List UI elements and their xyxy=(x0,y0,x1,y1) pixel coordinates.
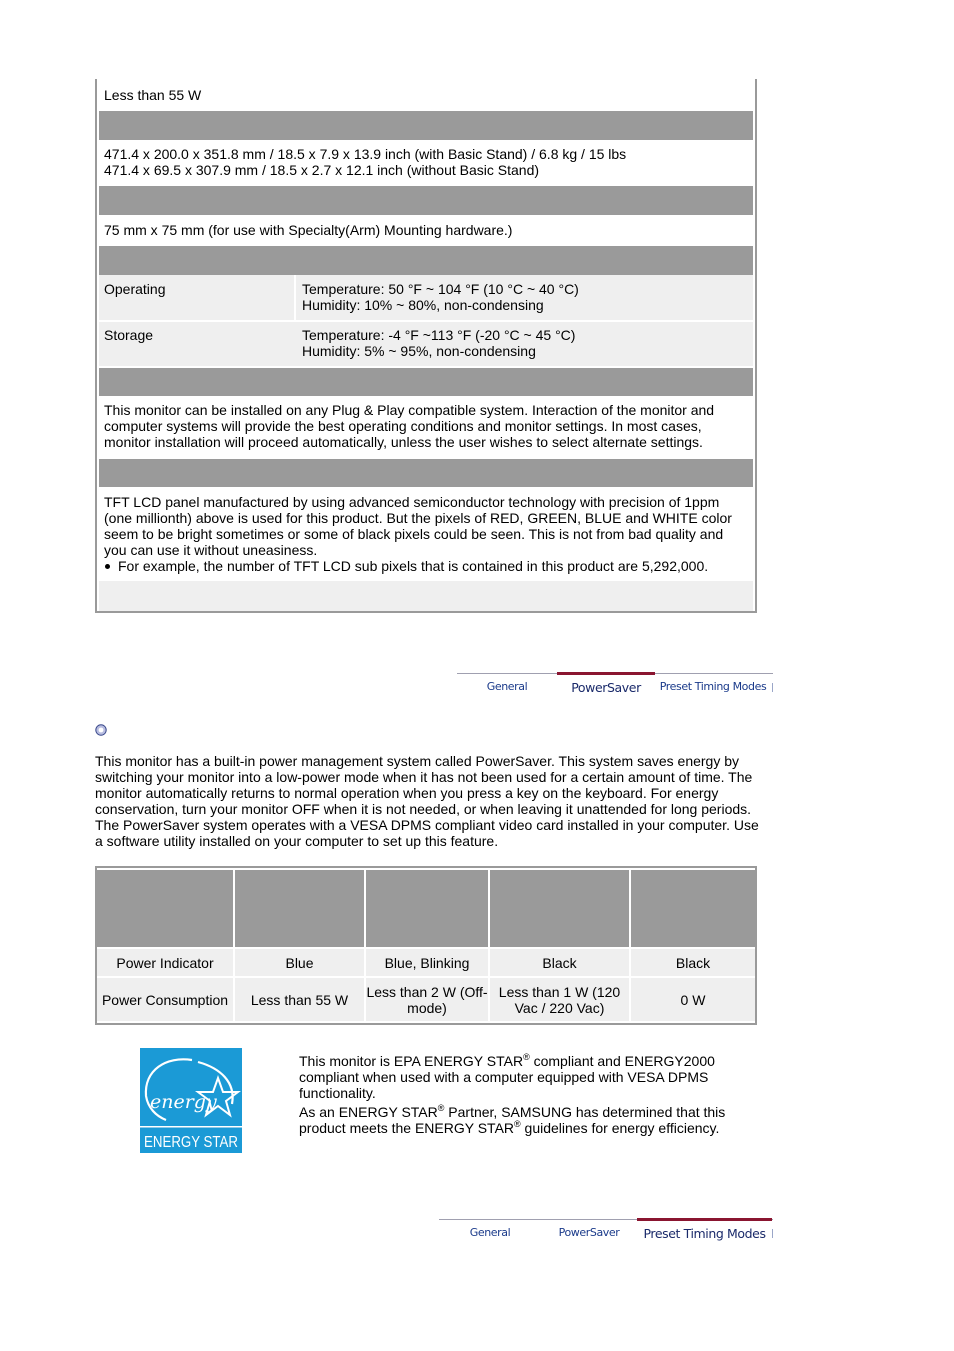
pwr-consumption-value: Less than 2 W (Off-mode) xyxy=(366,978,488,1021)
dot-acceptable-bullet: For example, the number of TFT LCD sub pixels that is contained in this product are 5,292,000. xyxy=(118,558,744,574)
energy-star-logo xyxy=(140,1048,242,1153)
env-operating-label: Operating xyxy=(104,281,166,297)
tab-powersaver[interactable]: PowerSaver xyxy=(558,1226,620,1239)
dimensions-line-without-stand: 471.4 x 69.5 x 307.9 mm / 18.5 x 2.7 x 12.1 inch (without Basic Stand) xyxy=(104,162,540,178)
tab-general[interactable]: General xyxy=(486,680,528,693)
energy-star-paragraph-1: This monitor is EPA ENERGY STAR® compliant and ENERGY2000 compliant when used with a computer equipped with VESA DPMS functionality. xyxy=(299,1052,715,1101)
pwr-header-cell xyxy=(366,870,488,947)
env-storage-values xyxy=(302,327,575,359)
pwr-consumption-label: Power Consumption xyxy=(97,978,233,1021)
spec-table-footer xyxy=(99,581,753,611)
env-operating-temperature: Temperature: 50 °F ~ 104 °F (10 °C ~ 40 °C) xyxy=(302,281,579,297)
energy-script-text: energy xyxy=(150,1091,217,1113)
plug-and-play-header-band xyxy=(99,368,753,396)
env-operating-values xyxy=(302,281,579,313)
nav-bottom-end-tick xyxy=(772,1229,773,1238)
vesa-mount-value: 75 mm x 75 mm (for use with Specialty(Arm) Mounting hardware.) xyxy=(104,222,513,238)
plug-and-play-text: This monitor can be installed on any Plug & Play compatible system. Interaction of the monitor and computer systems will provide the best operating conditions and monitor settings. In most cases, monitor installation will proceed automatically, unless the user wishes to select alternate settings. xyxy=(104,402,715,450)
energy-star-paragraph-2: As an ENERGY STAR® Partner, SAMSUNG has determined that this product meets the ENERGY STAR® guidelines for energy efficiency. xyxy=(299,1103,726,1136)
nav-top-end-tick xyxy=(772,683,773,692)
section-bullet-icon xyxy=(95,724,107,736)
env-operating-humidity: Humidity: 10% ~ 80%, non-condensing xyxy=(302,297,544,313)
env-storage-label: Storage xyxy=(104,327,154,343)
pwr-indicator-label: Power Indicator xyxy=(97,949,233,976)
dimensions-header-band xyxy=(99,111,753,140)
energy-star-logo-text: ENERGY STAR xyxy=(144,1134,238,1151)
dot-acceptable-text xyxy=(104,494,744,574)
env-storage-humidity: Humidity: 5% ~ 95%, non-condensing xyxy=(302,343,536,359)
pwr-header-cell xyxy=(235,870,364,947)
pwr-indicator-value: Blue, Blinking xyxy=(366,949,488,976)
dot-acceptable-paragraph: TFT LCD panel manufactured by using advanced semiconductor technology with precision of 1ppm (one millionth) above is used for this product. But the pixels of RED, GREEN, BLUE and WHITE color seem to be bright sometimes or some of black pixels could be seen. This is not from bad quality and you can use it without uneasiness. xyxy=(104,494,732,558)
tab-powersaver[interactable]: PowerSaver xyxy=(557,673,655,695)
energy-star-text xyxy=(299,1053,751,1136)
tab-preset-timing-modes[interactable]: Preset Timing Modes xyxy=(637,1219,772,1241)
pwr-consumption-value: 0 W xyxy=(631,978,755,1021)
tab-preset-timing-modes[interactable]: Preset Timing Modes xyxy=(659,680,767,693)
pwr-header-cell xyxy=(631,870,755,947)
vesa-header-band xyxy=(99,186,753,215)
pwr-header-cell xyxy=(490,870,629,947)
active-tab-indicator xyxy=(637,1218,772,1221)
pwr-header-cell xyxy=(97,870,233,947)
powersaver-intro: This monitor has a built-in power management system called PowerSaver. This system saves energy by switching your monitor into a low-power mode when it has not been used for a certain amount of time. The monitor automatically returns to normal operation when you press a key on the keyboard. For energy conservation, turn your monitor OFF when it is not needed, or when leaving it unattended for long periods. The PowerSaver system operates with a VESA DPMS compliant video card installed in your computer. Use a software utility installed on your computer to set up this feature. xyxy=(95,753,759,849)
specification-table xyxy=(95,79,757,613)
dimensions-value xyxy=(104,146,744,178)
pwr-indicator-value: Black xyxy=(631,949,755,976)
environmental-header-band xyxy=(99,246,753,275)
pwr-indicator-value: Black xyxy=(490,949,629,976)
tab-general[interactable]: General xyxy=(469,1226,511,1239)
env-storage-temperature: Temperature: -4 °F ~113 °F (-20 °C ~ 45 °C) xyxy=(302,327,576,343)
active-tab-indicator xyxy=(557,672,655,675)
dimensions-line-with-stand: 471.4 x 200.0 x 351.8 mm / 18.5 x 7.9 x 13.9 inch (with Basic Stand) / 6.8 kg / 15 lbs xyxy=(104,146,627,162)
section-nav-bottom xyxy=(439,1219,773,1241)
energy-star-icon xyxy=(140,1048,242,1153)
power-consumption-value: Less than 55 W xyxy=(104,87,202,103)
pwr-indicator-value: Blue xyxy=(235,949,364,976)
powersaver-table xyxy=(95,866,757,1025)
dot-acceptable-list xyxy=(104,558,744,574)
pwr-consumption-value: Less than 1 W (120 Vac / 220 Vac) xyxy=(490,978,629,1021)
dot-acceptable-header-band xyxy=(99,459,753,487)
pwr-consumption-value: Less than 55 W xyxy=(235,978,364,1021)
section-nav-top xyxy=(457,673,773,695)
